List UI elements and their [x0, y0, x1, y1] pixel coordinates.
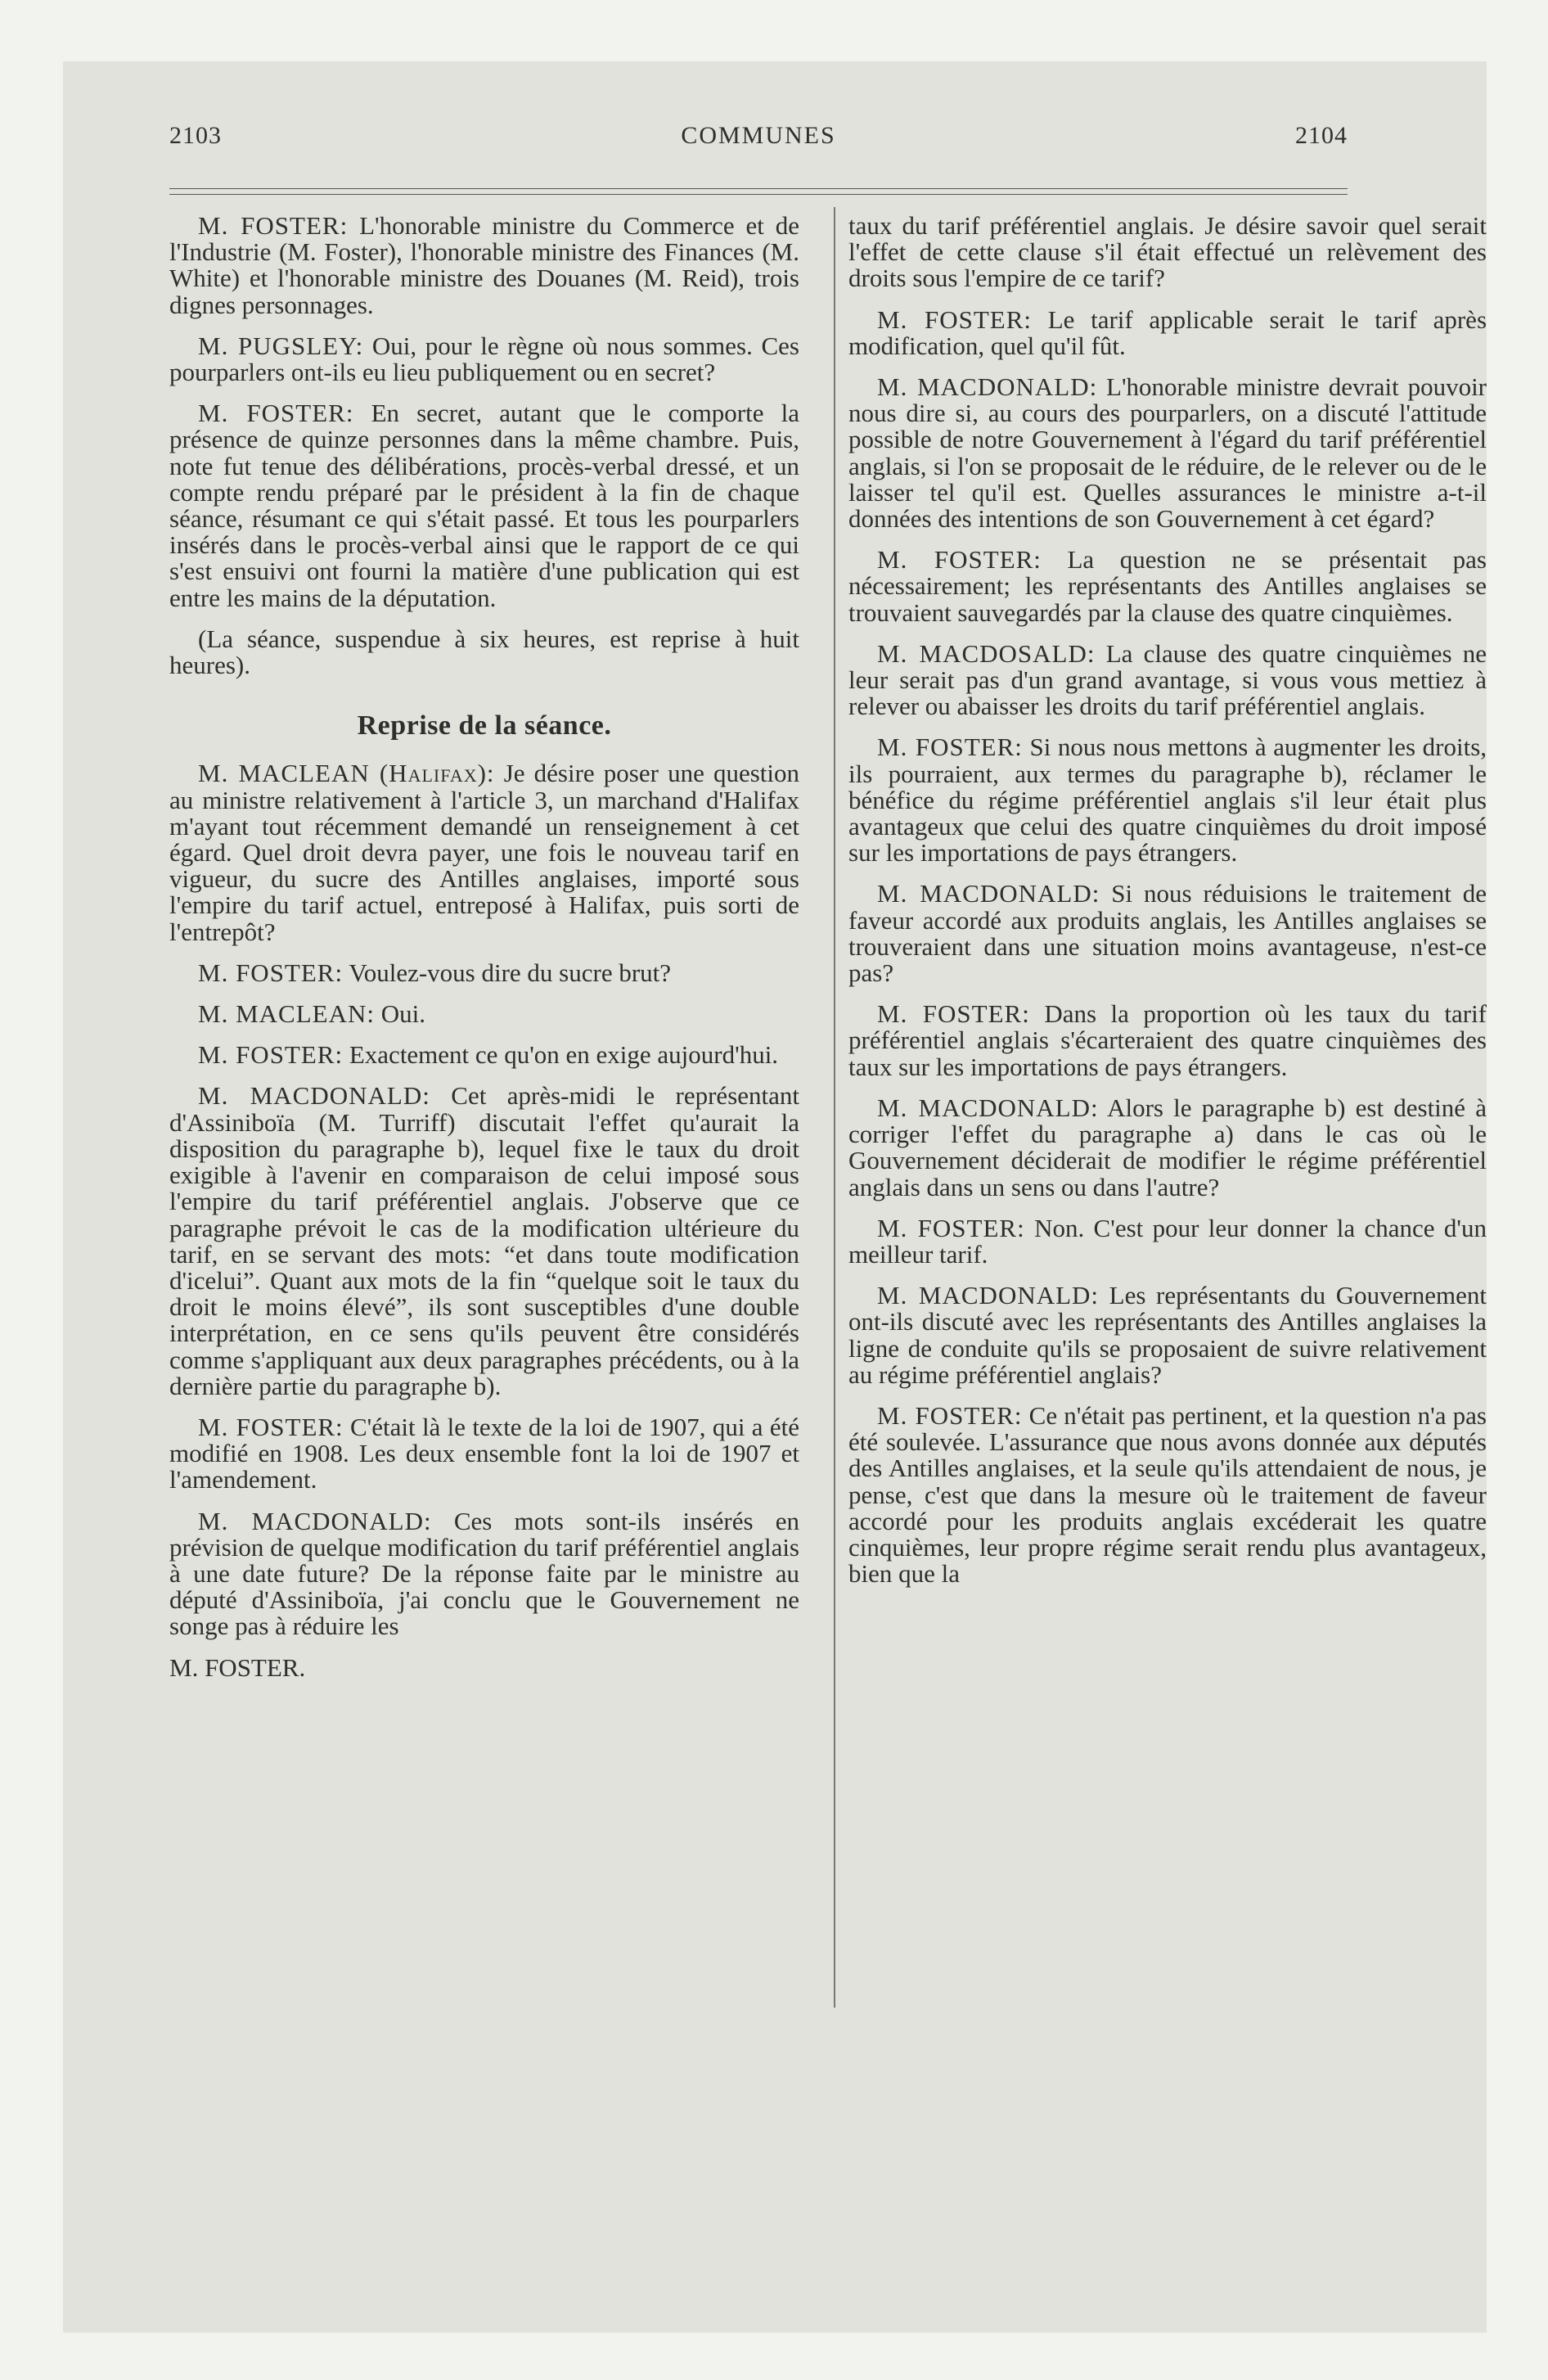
speaker-name: M. FOSTER:: [877, 545, 1042, 575]
paragraph-text: Alors le paragraphe b) est destiné à corriger l'effet du paragraphe a) dans le cas où le Gouvernement déciderait de modifier le régime préférentiel anglais dans un sens ou dans l'autre?: [848, 1093, 1487, 1201]
paragraph: [848, 881, 1487, 986]
page-sheet: [63, 61, 1487, 2333]
page-title: COMMUNES: [681, 122, 836, 149]
paragraph-text: Si nous réduisions le traitement de faveur accordé aux produits anglais, les Antilles anglaises se trouveraient dans une situation moins avantageuse, n'est-ce pas?: [848, 879, 1487, 988]
paragraph-text: L'honorable ministre du Commerce et de l'Industrie (M. Foster), l'honorable ministre des Finances (M. White) et l'honorable ministre des Douanes (M. Reid), trois dignes personnages.: [169, 211, 800, 319]
column-divider: [834, 207, 835, 2008]
paragraph-text: Exactement ce qu'on en exige aujourd'hui.: [349, 1040, 779, 1070]
speaker-name: M. FOSTER:: [877, 1400, 1023, 1430]
paragraph: [169, 1042, 799, 1068]
paragraph: [848, 213, 1487, 292]
paragraph: [169, 1414, 799, 1494]
page-header: [169, 122, 1348, 160]
paragraph: [169, 1508, 799, 1640]
paragraph-text: Oui.: [380, 999, 425, 1029]
paragraph: [848, 1400, 1487, 1589]
speaker-name: M. MACDONALD:: [198, 1506, 432, 1535]
paragraph: [848, 1095, 1487, 1201]
left-column: [169, 213, 799, 1696]
speaker-name: M. FOSTER:: [198, 958, 344, 987]
paragraph-text: Si nous nous mettons à augmenter les droits, ils pourraient, aux termes du paragraphe b), réclamer le bénéfice du régime préférentiel anglais s'il leur était plus avantageux que celui des quatre cinquièmes du droit imposé sur les importations de pays étrangers.: [848, 732, 1487, 868]
speaker-name: M. FOSTER:: [198, 211, 349, 240]
speaker-name: M. MACDONALD:: [877, 1281, 1100, 1310]
paragraph: [169, 213, 799, 318]
paragraph: [169, 1001, 799, 1027]
speaker-name: M. FOSTER:: [198, 1412, 344, 1441]
speaker-name: M. FOSTER:: [877, 999, 1030, 1029]
speaker-name: M. MACDONALD:: [198, 1081, 430, 1111]
paragraph-text: Ce n'était pas pertinent, et la question n'a pas été soulevée. L'assurance que nous avons donnée aux députés des Antilles anglaises, et la seule qu'ils attendaient de nous, je pense, c'est que dans la mesure où le traitement de faveur accordé pour les produits anglais excéderait les quatre cinquièmes, leur propre régime serait rendu plus avantageux, bien que la: [848, 1400, 1487, 1589]
speaker-name: M. FOSTER:: [198, 1040, 344, 1070]
paragraph-text: Dans la proportion où les taux du tarif préférentiel anglais s'écarteraient des quatre cinquièmes des taux sur les importations de pays étrangers.: [848, 999, 1487, 1081]
speaker-name: M. MACLEAN:: [198, 999, 375, 1029]
paragraph-text: La question ne se présentait pas nécessairement; les représentants des Antilles anglaises se trouvaient sauvegardés par la clause des quatre cinquièmes.: [848, 545, 1487, 627]
paragraph-text: Le tarif applicable serait le tarif après modification, quel qu'il fût.: [848, 304, 1487, 360]
speaker-name: M. MACDONALD:: [877, 1093, 1099, 1122]
paragraph-text: M. FOSTER.: [169, 1652, 306, 1682]
speaker-name: M. MACLEAN (Halifax):: [198, 759, 495, 788]
speaker-name: M. MACDONALD:: [877, 372, 1098, 402]
paragraph: [848, 1001, 1487, 1080]
paragraph: [848, 547, 1487, 626]
paragraph: [169, 400, 799, 611]
paragraph: [848, 734, 1487, 866]
paragraph: [848, 638, 1487, 721]
header-rule: [169, 188, 1348, 195]
paragraph: [169, 1083, 799, 1399]
paragraph: [169, 626, 799, 678]
right-column: [848, 213, 1487, 1602]
paragraph-text: L'honorable ministre devrait pouvoir nous dire si, au cours des pourparlers, on a discuté l'attitude possible de notre Gouvernement à l'égard du tarif préférentiel anglais, si l'on se proposait de le réduire, de le relever ou de le laisser tel qu'il est. Quelles assurances le ministre a-t-il données des intentions de son Gouvernement à cet égard?: [848, 372, 1487, 534]
paragraph-text: Voulez-vous dire du sucre brut?: [349, 958, 672, 987]
paragraph-text: Les représentants du Gouvernement ont-ils discuté avec les représentants des Antilles anglaises la ligne de conduite qu'ils se proposaient de suivre relativement au régime préférentiel anglais?: [848, 1281, 1487, 1389]
speaker-name: M. MACDONALD:: [877, 879, 1100, 908]
paragraph-text: Cet après-midi le représentant d'Assiniboïa (M. Turriff) discutait l'effet qu'aurait la disposition du paragraphe b), lequel fixe le taux du droit exigible à l'avenir en comparaison de celui imposé sous l'empire du tarif préférentiel anglais. J'observe que ce paragraphe prévoit le cas de la modification ultérieure du tarif, en se servant des mots: “et dans toute modification d'icelui”. Quant aux mots de la fin “quelque soit le taux du droit le moins élevé”, ils sont susceptibles d'une double interprétation, en ce sens qu'ils peuvent être considérés comme s'appliquant aux deux paragraphes précédents, ou à la dernière partie du paragraphe b).: [169, 1081, 799, 1400]
paragraph-text: (La séance, suspendue à six heures, est reprise à huit heures).: [169, 624, 799, 680]
page-number-left: 2103: [169, 122, 222, 149]
paragraph: [848, 1215, 1487, 1268]
paragraph: [169, 1652, 799, 1682]
paragraph-text: Ces mots sont-ils insérés en prévision de quelque modification du tarif préférentiel anglais à une date future? De la réponse faite par le ministre au député d'Assiniboïa, j'ai conclu que le Gouvernement ne songe pas à réduire les: [169, 1506, 800, 1641]
speaker-name: M. MACDOSALD:: [877, 638, 1096, 668]
paragraph-text: Je désire poser une question au ministre relativement à l'article 3, un marchand d'Halifax m'ayant tout récemment demandé un renseignement à cet égard. Quel droit devra payer, une fois le nouveau tarif en vigueur, du sucre des Antilles anglaises, importé sous l'empire du tarif actuel, entreposé à Halifax, puis sorti de l'entrepôt?: [169, 759, 800, 946]
page-number-right: 2104: [1295, 122, 1348, 149]
paragraph: [848, 304, 1487, 360]
speaker-name: M. FOSTER:: [877, 1213, 1025, 1242]
paragraph-text: Oui, pour le règne où nous sommes. Ces pourparlers ont-ils eu lieu publiquement ou en secret?: [169, 331, 800, 387]
paragraph-text: En secret, autant que le comporte la présence de quinze personnes dans la même chambre. Puis, note fut tenue des délibérations, procès-verbal dressé, et un compte rendu préparé par le président à la fin de chaque séance, résumant ce qui s'était passé. Et tous les pourparlers insérés dans le procès-verbal ainsi que le rapport de ce qui s'est ensuivi ont fourni la matière d'une publication qui est entre les mains de la députation.: [169, 399, 799, 612]
paragraph: [169, 760, 799, 944]
paragraph-text: taux du tarif préférentiel anglais. Je désire savoir quel serait l'effet de cette clause s'il était effectué un relèvement des droits sous l'empire de ce tarif?: [848, 211, 1487, 293]
speaker-name: M. PUGSLEY:: [198, 331, 364, 360]
speaker-name: M. FOSTER:: [877, 304, 1033, 334]
paragraph: [169, 960, 799, 986]
paragraph: [848, 374, 1487, 532]
paragraph-text: Non. C'est pour leur donner la chance d'un meilleur tarif.: [848, 1213, 1487, 1269]
speaker-name: M. FOSTER:: [877, 732, 1023, 762]
paragraph: [169, 333, 799, 385]
speaker-name: M. FOSTER:: [198, 399, 354, 428]
paragraph: [848, 1282, 1487, 1388]
paragraph-text: La clause des quatre cinquièmes ne leur serait pas d'un grand avantage, si vous vous mettiez à relever ou abaisser les droits du tarif préférentiel anglais.: [848, 638, 1487, 721]
section-heading: Reprise de la séance.: [357, 710, 612, 741]
paragraph-text: C'était là le texte de la loi de 1907, qui a été modifié en 1908. Les deux ensemble font la loi de 1907 et l'amendement.: [169, 1412, 799, 1494]
